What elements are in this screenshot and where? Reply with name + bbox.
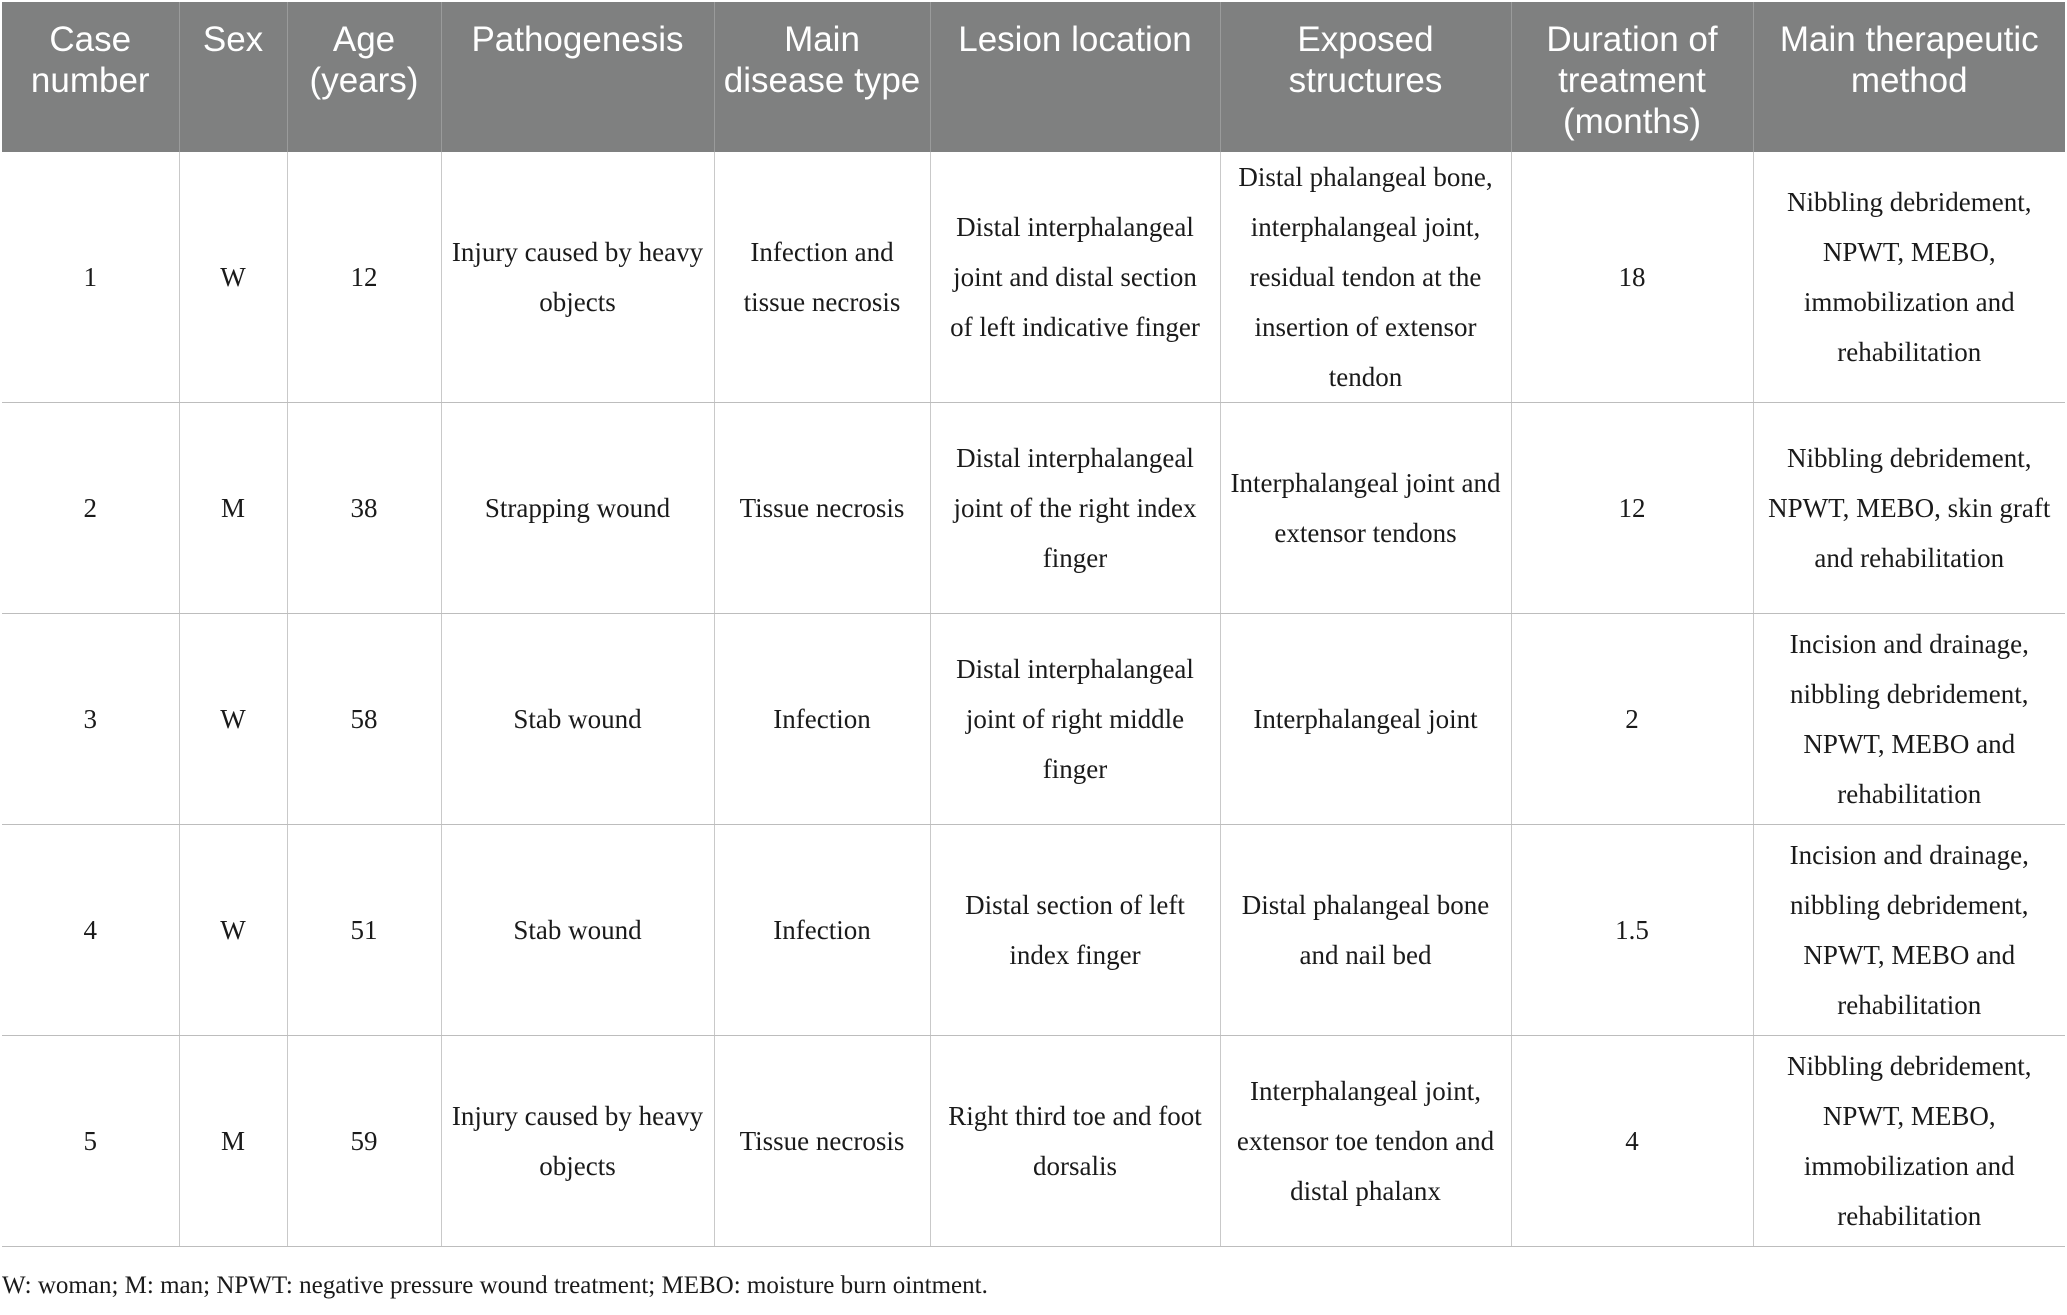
header-main-disease-type: Main disease type: [714, 2, 930, 152]
cell-main-disease-type: Tissue necrosis: [714, 1036, 930, 1247]
cell-lesion-location: Distal interphalangeal joint of the right index finger: [930, 403, 1220, 614]
cell-lesion-location: Right third toe and foot dorsalis: [930, 1036, 1220, 1247]
cell-age: 12: [287, 152, 441, 403]
header-exposed-structures: Exposed structures: [1220, 2, 1511, 152]
header-duration-of-treatment: Duration of treatment (months): [1511, 2, 1753, 152]
cell-lesion-location: Distal section of left index finger: [930, 825, 1220, 1036]
cell-exposed-structures: Interphalangeal joint, extensor toe tendon and distal phalanx: [1220, 1036, 1511, 1247]
table-header: [2, 2, 2065, 152]
cell-exposed-structures: Distal phalangeal bone and nail bed: [1220, 825, 1511, 1036]
cell-age: 51: [287, 825, 441, 1036]
header-age: Age (years): [287, 2, 441, 152]
cell-sex: W: [179, 152, 287, 403]
cell-duration: 4: [1511, 1036, 1753, 1247]
cell-sex: M: [179, 403, 287, 614]
cell-therapeutic-method: Incision and drainage, nibbling debridement, NPWT, MEBO and rehabilitation: [1753, 614, 2065, 825]
cell-case-number: 1: [2, 152, 179, 403]
table-row: [2, 614, 2065, 825]
cell-lesion-location: Distal interphalangeal joint of right middle finger: [930, 614, 1220, 825]
cell-age: 58: [287, 614, 441, 825]
cell-sex: M: [179, 1036, 287, 1247]
cell-case-number: 5: [2, 1036, 179, 1247]
cell-therapeutic-method: Nibbling debridement, NPWT, MEBO, skin graft and rehabilitation: [1753, 403, 2065, 614]
cell-main-disease-type: Infection and tissue necrosis: [714, 152, 930, 403]
header-lesion-location: Lesion location: [930, 2, 1220, 152]
case-table: [2, 2, 2065, 1247]
header-main-therapeutic-method: Main therapeutic method: [1753, 2, 2065, 152]
cell-therapeutic-method: Incision and drainage, nibbling debridement, NPWT, MEBO and rehabilitation: [1753, 825, 2065, 1036]
cell-case-number: 2: [2, 403, 179, 614]
cell-case-number: 4: [2, 825, 179, 1036]
cell-main-disease-type: Infection: [714, 614, 930, 825]
cell-pathogenesis: Stab wound: [441, 825, 714, 1036]
cell-therapeutic-method: Nibbling debridement, NPWT, MEBO, immobilization and rehabilitation: [1753, 152, 2065, 403]
cell-pathogenesis: Strapping wound: [441, 403, 714, 614]
table-row: [2, 1036, 2065, 1247]
cell-main-disease-type: Tissue necrosis: [714, 403, 930, 614]
case-table-container: [2, 2, 2065, 1247]
header-case-number: Case number: [2, 2, 179, 152]
cell-exposed-structures: Interphalangeal joint and extensor tendons: [1220, 403, 1511, 614]
header-pathogenesis: Pathogenesis: [441, 2, 714, 152]
table-footnote: W: woman; M: man; NPWT: negative pressure wound treatment; MEBO: moisture burn ointment.: [2, 1272, 988, 1299]
header-row: [2, 2, 2065, 152]
cell-age: 59: [287, 1036, 441, 1247]
cell-pathogenesis: Injury caused by heavy objects: [441, 1036, 714, 1247]
table-row: [2, 403, 2065, 614]
cell-lesion-location: Distal interphalangeal joint and distal section of left indicative finger: [930, 152, 1220, 403]
cell-main-disease-type: Infection: [714, 825, 930, 1036]
cell-duration: 1.5: [1511, 825, 1753, 1036]
cell-age: 38: [287, 403, 441, 614]
cell-exposed-structures: Distal phalangeal bone, interphalangeal joint, residual tendon at the insertion of extensor tendon: [1220, 152, 1511, 403]
cell-duration: 18: [1511, 152, 1753, 403]
header-sex: Sex: [179, 2, 287, 152]
cell-duration: 12: [1511, 403, 1753, 614]
cell-exposed-structures: Interphalangeal joint: [1220, 614, 1511, 825]
cell-duration: 2: [1511, 614, 1753, 825]
cell-pathogenesis: Stab wound: [441, 614, 714, 825]
table-row: [2, 825, 2065, 1036]
cell-case-number: 3: [2, 614, 179, 825]
table-body: [2, 152, 2065, 1247]
table-row: [2, 152, 2065, 403]
cell-sex: W: [179, 825, 287, 1036]
cell-pathogenesis: Injury caused by heavy objects: [441, 152, 714, 403]
cell-sex: W: [179, 614, 287, 825]
cell-therapeutic-method: Nibbling debridement, NPWT, MEBO, immobilization and rehabilitation: [1753, 1036, 2065, 1247]
